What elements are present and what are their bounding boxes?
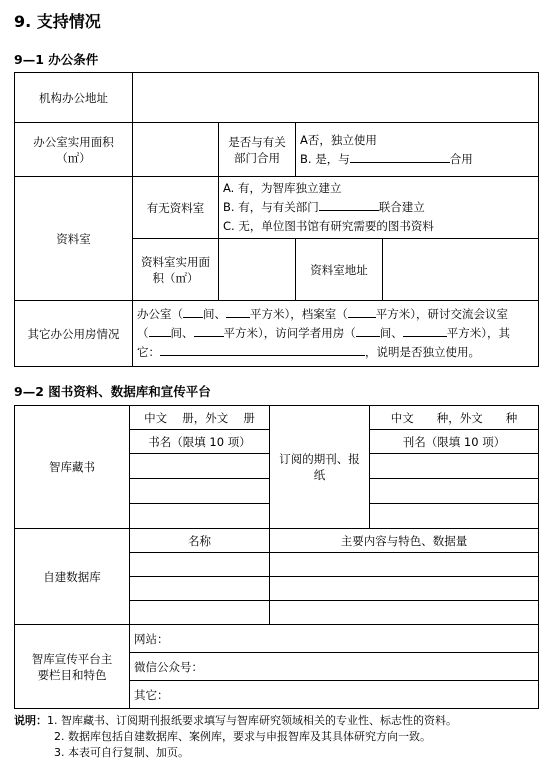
promotion-platform-label: 智库宣传平台主要栏目和特色 xyxy=(15,625,130,709)
journal-name-field[interactable] xyxy=(370,504,539,529)
database-content-field[interactable] xyxy=(270,601,539,625)
office-conditions-table xyxy=(14,72,539,367)
room-address-field[interactable] xyxy=(383,239,539,301)
book-name-field[interactable] xyxy=(130,479,270,504)
database-content-header: 主要内容与特色、数据量 xyxy=(270,529,539,553)
room-option-a[interactable]: A. 有，为智库独立建立 xyxy=(223,181,342,195)
room-option-b[interactable]: B. 有，与有关部门 联合建立 xyxy=(223,200,425,214)
book-name-field[interactable] xyxy=(130,454,270,479)
reading-room-options[interactable] xyxy=(219,177,539,239)
database-label: 自建数据库 xyxy=(15,529,130,625)
room-area-field[interactable] xyxy=(219,239,296,301)
journal-name-field[interactable] xyxy=(370,454,539,479)
database-name-header: 名称 xyxy=(130,529,270,553)
notes xyxy=(14,713,457,761)
room-area-label: 资料室实用面积（㎡） xyxy=(133,239,219,301)
note-3: 3. 本表可自行复制、加页。 xyxy=(54,746,189,759)
database-name-field[interactable] xyxy=(130,601,270,625)
room-option-c[interactable]: C. 无，单位图书馆有研究需要的图书资料 xyxy=(223,219,434,233)
shared-option-b[interactable]: B. 是，与 合用 xyxy=(300,151,473,166)
note-1: 1. 智库藏书、订阅期刊报纸要求填写与智库研究领域相关的专业性、标志性的资料。 xyxy=(47,714,457,727)
section-heading-office: 9—1 办公条件 xyxy=(14,52,99,67)
journal-names-header: 刊名（限填 10 项） xyxy=(370,430,539,454)
office-area-label: 办公室实用面积（㎡） xyxy=(15,123,133,177)
wechat-field[interactable]: 微信公众号： xyxy=(130,653,539,681)
book-name-field[interactable] xyxy=(130,504,270,529)
database-name-field[interactable] xyxy=(130,577,270,601)
notes-label: 说明： xyxy=(14,714,47,727)
journal-name-field[interactable] xyxy=(370,479,539,504)
book-names-header: 书名（限填 10 项） xyxy=(130,430,270,454)
website-field[interactable]: 网站： xyxy=(130,625,539,653)
database-content-field[interactable] xyxy=(270,577,539,601)
other-rooms-field[interactable]: 办公室（ 间、 平方米），档案室（ 平方米），研讨交流会议室 （ 间、 平方米），访问学者用房（ 间、 平方米），其 它： ，说明是否独立使用。 xyxy=(133,301,539,367)
room-address-label: 资料室地址 xyxy=(296,239,383,301)
books-label: 智库藏书 xyxy=(15,406,130,529)
section-heading-library: 9—2 图书资料、数据库和宣传平台 xyxy=(14,384,211,399)
office-address-label: 机构办公地址 xyxy=(15,73,133,123)
journals-label: 订阅的期刊、报纸 xyxy=(270,406,370,529)
books-count-field[interactable]: 中文 册，外文 册 xyxy=(130,406,270,430)
office-area-field[interactable] xyxy=(133,123,219,177)
database-content-field[interactable] xyxy=(270,553,539,577)
other-rooms-label: 其它办公用房情况 xyxy=(15,301,133,367)
note-2: 2. 数据库包括自建数据库、案例库，要求与申报智库及其具体研究方向一致。 xyxy=(54,730,431,743)
database-name-field[interactable] xyxy=(130,553,270,577)
other-platform-field[interactable]: 其它： xyxy=(130,681,539,709)
shared-question-label: 是否与有关部门合用 xyxy=(219,123,296,177)
journals-count-field[interactable]: 中文 种，外文 种 xyxy=(370,406,539,430)
office-address-field[interactable] xyxy=(133,73,539,123)
library-database-table xyxy=(14,405,539,709)
shared-option-a[interactable]: A否，独立使用 xyxy=(300,132,377,147)
page-title: 9. 支持情况 xyxy=(14,12,101,31)
has-reading-room-label: 有无资料室 xyxy=(133,177,219,239)
shared-options[interactable] xyxy=(296,123,539,177)
reading-room-label: 资料室 xyxy=(15,177,133,301)
